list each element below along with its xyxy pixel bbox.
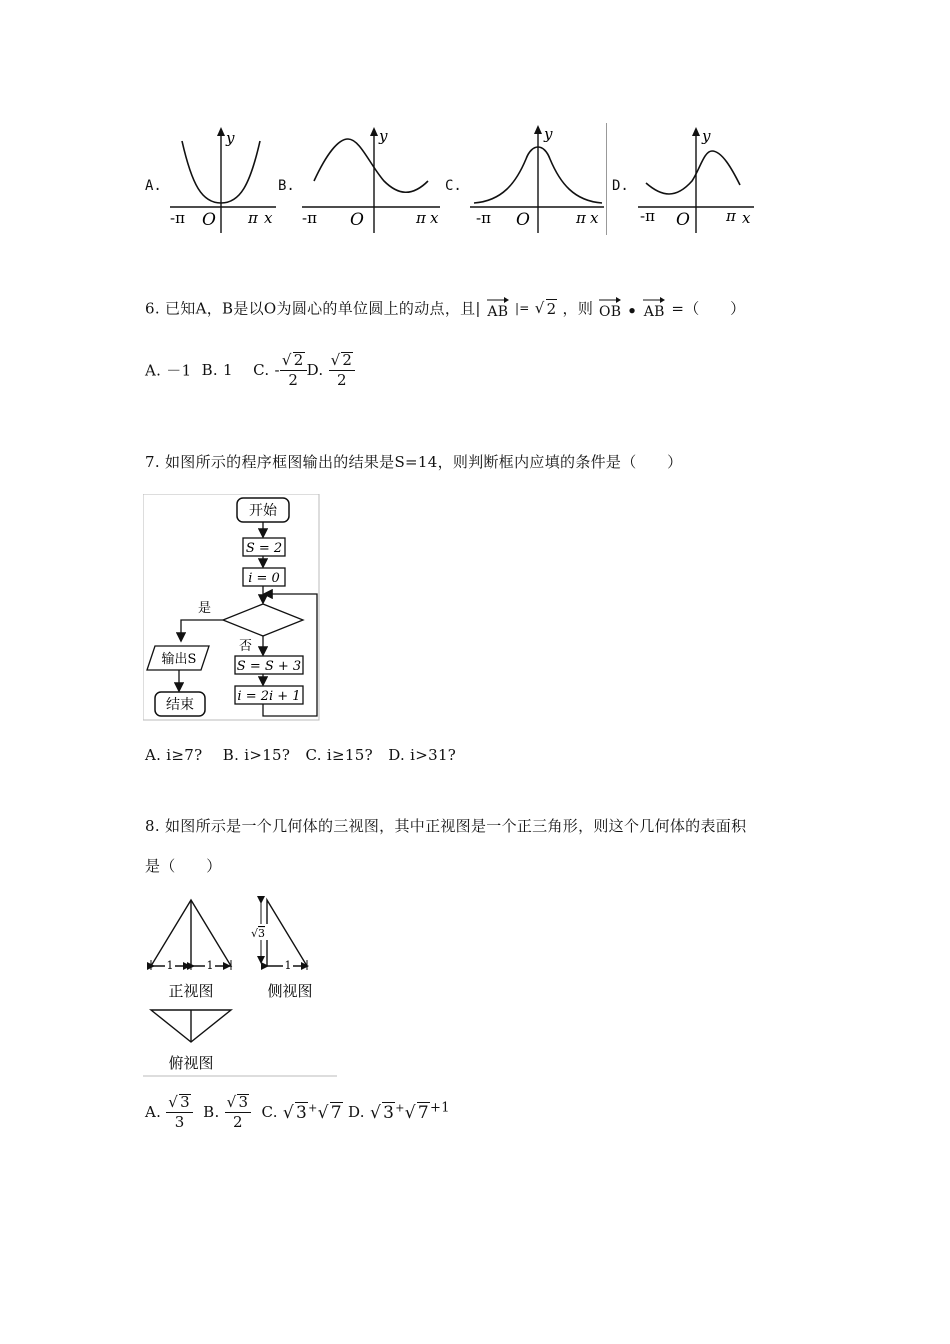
side-view-label: 侧视图 (267, 982, 313, 1000)
q6-opt-a: A. －1 (145, 361, 192, 380)
flow-i-init: i = 0 (248, 571, 280, 586)
side-dim-1: 1 (284, 959, 292, 972)
q6-vec-ob: OB (598, 296, 622, 320)
q6-options (145, 352, 355, 388)
flow-end: 结束 (166, 697, 194, 713)
graph-c-negpi: -π (476, 209, 491, 227)
graph-b-o: O (350, 210, 364, 230)
graph-d-o: O (676, 210, 690, 230)
side-dim-sqrt3: √3 (251, 927, 266, 940)
q5-option-c-label: C. (445, 178, 462, 194)
q6-stem (145, 296, 745, 336)
front-dim-1: 1 (166, 959, 174, 972)
graph-a-pi: π (248, 209, 258, 227)
top-view-label: 俯视图 (168, 1054, 214, 1072)
q8-opt-b: B. (203, 1103, 220, 1121)
q6-frac-c: $\frac{√ 2}{2}$ (280, 352, 307, 388)
vector-arrow-icon (598, 296, 622, 304)
q6-opt-d: D. (306, 361, 324, 379)
q6-vec-ab: AB (486, 296, 510, 320)
graph-d-y: y (702, 127, 711, 145)
q6-opt-b: B. 1 (201, 361, 233, 379)
graph-a-negpi: -π (170, 209, 185, 227)
graph-b-y: y (379, 127, 388, 145)
flow-start: 开始 (249, 503, 277, 519)
q8-stem-line2: 是（ ） (145, 857, 222, 875)
q8-frac-b: $\frac{√ 3}{2}$ (225, 1094, 252, 1130)
q7-stem: 7. 如图所示的程序框图输出的结果是S=14，则判断框内应填的条件是（ ） (145, 453, 683, 471)
q5-option-b-label: B. (278, 178, 295, 194)
q8-opt-c: C. (261, 1103, 278, 1121)
q6-vec-ab-2: AB (642, 296, 666, 320)
graph-d-negpi: -π (640, 207, 655, 225)
q6-stem-c: ，则 (562, 299, 594, 318)
q6-stem-d: =（ ） (671, 299, 746, 318)
graph-a-y: y (226, 129, 235, 147)
graph-c-pi: π (576, 209, 586, 227)
graph-a-o: O (202, 210, 216, 230)
q6-sqrt2: 2 (546, 299, 557, 318)
graph-c-y: y (544, 125, 553, 143)
q8-three-views (143, 896, 339, 1078)
sqrt-symbol: √ (534, 299, 545, 317)
q6-stem-b: |= (514, 301, 530, 315)
vector-arrow-icon (642, 296, 666, 304)
flow-s-init: S = 2 (245, 541, 283, 556)
flow-no: 否 (239, 639, 253, 654)
q6-opt-c: C. - (253, 361, 280, 379)
q8-d-expr: √ 3+√ $7^{+1}$ (369, 1100, 450, 1124)
graph-c-o: O (516, 210, 530, 230)
graph-c-x: x (590, 209, 599, 227)
q5-option-d-label: D. (612, 178, 629, 194)
divider-line (606, 123, 607, 235)
q6-frac-d: $\frac{√ 2}{2}$ (329, 352, 356, 388)
graph-b-x: x (430, 209, 439, 227)
flow-s-update: S = S + 3 (236, 659, 302, 674)
front-dim-2: 1 (206, 959, 214, 972)
flow-i-update: i = 2i + 1 (237, 689, 301, 704)
q5-option-a-label: A. (145, 178, 162, 194)
graph-b-negpi: -π (302, 209, 317, 227)
vector-arrow-icon (486, 296, 510, 304)
graph-b (300, 125, 445, 237)
q8-c-expr: √ 3+√ 7 (282, 1101, 342, 1123)
graph-a-x: x (264, 209, 273, 227)
graph-c (468, 123, 608, 237)
graph-b-pi: π (416, 209, 426, 227)
q6-dot: • (627, 302, 638, 320)
q8-opt-d: D. (347, 1103, 365, 1121)
flow-yes: 是 (198, 601, 212, 616)
graph-d-x: x (742, 209, 751, 227)
q7-options: A. i≥7? B. i>15? C. i≥15? D. i>31? (145, 746, 457, 764)
q8-options (145, 1094, 450, 1130)
flow-output: 输出S (161, 652, 197, 667)
graph-a (168, 125, 280, 237)
q8-opt-a: A. (145, 1103, 162, 1121)
graph-d-pi: π (726, 207, 736, 225)
q6-stem-a: 6. 已知A，B是以O为圆心的单位圆上的动点，且| (145, 299, 481, 318)
q8-stem-line1: 8. 如图所示是一个几何体的三视图，其中正视图是一个正三角形，则这个几何体的表面积 (145, 817, 747, 835)
front-view-label: 正视图 (168, 982, 214, 1000)
graph-d (636, 125, 758, 237)
q7-flowchart (143, 494, 323, 722)
q8-frac-a: $\frac{√ 3}{3}$ (166, 1094, 193, 1130)
